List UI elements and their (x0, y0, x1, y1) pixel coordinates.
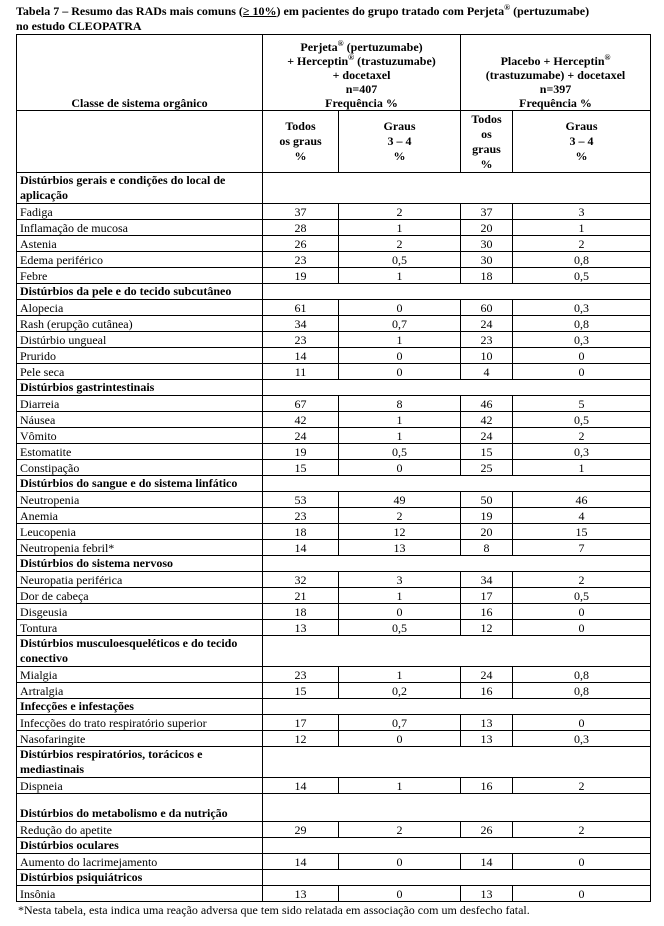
g1-grades-3-4: 0 (339, 604, 461, 620)
category-name: Distúrbios do metabolismo e da nutrição (17, 794, 263, 822)
g2-all-grades: 16 (461, 683, 513, 699)
reaction-name: Leucopenia (17, 524, 263, 540)
g1-grades-3-4: 0 (339, 731, 461, 747)
g2-all-grades: 13 (461, 731, 513, 747)
g1-all-grades: 19 (263, 444, 339, 460)
g1-all-grades: 53 (263, 492, 339, 508)
g1-all-grades: 28 (263, 220, 339, 236)
g2-all-grades: 42 (461, 412, 513, 428)
header-group-perjeta: Perjeta® (pertuzumabe) + Herceptin® (trastuzumabe) + docetaxel n=407 Frequência % (263, 35, 461, 111)
table-row (17, 508, 651, 524)
g1-all-grades: 17 (263, 715, 339, 731)
g2-all-grades: 37 (461, 204, 513, 220)
reaction-name: Alopecia (17, 300, 263, 316)
category-filler (263, 636, 651, 667)
table-footnote: *Nesta tabela, esta indica uma reação adversa que tem sido relatada em associação com um desfecho fatal. (18, 903, 530, 917)
table-row (17, 252, 651, 268)
table-row (17, 460, 651, 476)
category-row (17, 173, 651, 204)
reaction-name: Vômito (17, 428, 263, 444)
category-name: Distúrbios da pele e do tecido subcutâneo (17, 284, 263, 300)
reaction-name: Constipação (17, 460, 263, 476)
table-row (17, 778, 651, 794)
g1-grades-3-4: 0,5 (339, 252, 461, 268)
g1-all-grades: 34 (263, 316, 339, 332)
g2-grades-3-4: 15 (513, 524, 651, 540)
table-row (17, 604, 651, 620)
table-row (17, 236, 651, 252)
g1-grades-3-4: 1 (339, 412, 461, 428)
category-name: Distúrbios musculoesqueléticos e do tecido conectivo (17, 636, 263, 667)
table-row (17, 364, 651, 380)
category-name: Infecções e infestações (17, 699, 263, 715)
g2-grades-3-4: 2 (513, 428, 651, 444)
g2-grades-3-4: 2 (513, 822, 651, 838)
subheader-g1-all: Todos os graus % (263, 111, 339, 173)
category-name: Distúrbios do sistema nervoso (17, 556, 263, 572)
g2-all-grades: 23 (461, 332, 513, 348)
g2-grades-3-4: 0,8 (513, 667, 651, 683)
g1-all-grades: 23 (263, 667, 339, 683)
reaction-name: Febre (17, 268, 263, 284)
g1-all-grades: 18 (263, 604, 339, 620)
g1-all-grades: 18 (263, 524, 339, 540)
g2-grades-3-4: 0,8 (513, 316, 651, 332)
category-filler (263, 794, 651, 822)
category-filler (263, 699, 651, 715)
g1-grades-3-4: 0 (339, 460, 461, 476)
table-row (17, 540, 651, 556)
g1-grades-3-4: 3 (339, 572, 461, 588)
table-row (17, 220, 651, 236)
caption-study: no estudo CLEOPATRA (16, 19, 142, 33)
g1-grades-3-4: 0,7 (339, 715, 461, 731)
g1-all-grades: 13 (263, 620, 339, 636)
reaction-name: Prurido (17, 348, 263, 364)
reaction-name: Tontura (17, 620, 263, 636)
category-filler (263, 284, 651, 300)
g2-grades-3-4: 0,8 (513, 252, 651, 268)
category-row (17, 870, 651, 886)
header-group-placebo: Placebo + Herceptin® (trastuzumabe) + docetaxel n=397 Frequência % (461, 35, 651, 111)
reaction-name: Estomatite (17, 444, 263, 460)
g2-all-grades: 24 (461, 316, 513, 332)
g2-grades-3-4: 7 (513, 540, 651, 556)
g1-grades-3-4: 1 (339, 588, 461, 604)
g2-grades-3-4: 0 (513, 364, 651, 380)
category-name: Distúrbios oculares (17, 838, 263, 854)
g1-all-grades: 42 (263, 412, 339, 428)
category-row (17, 380, 651, 396)
g1-all-grades: 15 (263, 460, 339, 476)
table-row (17, 588, 651, 604)
category-row (17, 747, 651, 778)
g2-grades-3-4: 0,3 (513, 444, 651, 460)
g1-grades-3-4: 2 (339, 236, 461, 252)
g2-all-grades: 12 (461, 620, 513, 636)
g2-all-grades: 19 (461, 508, 513, 524)
g1-grades-3-4: 1 (339, 667, 461, 683)
g2-grades-3-4: 0 (513, 348, 651, 364)
reaction-name: Mialgia (17, 667, 263, 683)
g2-grades-3-4: 0,5 (513, 412, 651, 428)
g1-grades-3-4: 1 (339, 220, 461, 236)
g1-grades-3-4: 2 (339, 822, 461, 838)
reaction-name: Anemia (17, 508, 263, 524)
caption-text: (pertuzumabe) (510, 4, 590, 18)
reaction-name: Diarreia (17, 396, 263, 412)
g1-grades-3-4: 2 (339, 204, 461, 220)
g1-grades-3-4: 1 (339, 778, 461, 794)
g2-grades-3-4: 2 (513, 572, 651, 588)
g1-all-grades: 12 (263, 731, 339, 747)
g2-all-grades: 30 (461, 236, 513, 252)
g1-grades-3-4: 1 (339, 332, 461, 348)
g2-all-grades: 34 (461, 572, 513, 588)
table-row (17, 348, 651, 364)
header-row (17, 35, 651, 111)
reaction-name: Dispneia (17, 778, 263, 794)
g1-all-grades: 29 (263, 822, 339, 838)
adverse-reactions-table (16, 34, 651, 902)
g1-grades-3-4: 0,5 (339, 444, 461, 460)
g1-grades-3-4: 1 (339, 268, 461, 284)
category-filler (263, 747, 651, 778)
category-filler (263, 556, 651, 572)
g2-grades-3-4: 0,5 (513, 588, 651, 604)
g1-all-grades: 14 (263, 778, 339, 794)
category-row (17, 284, 651, 300)
reaction-name: Pele seca (17, 364, 263, 380)
g1-grades-3-4: 49 (339, 492, 461, 508)
g1-all-grades: 11 (263, 364, 339, 380)
category-name: Distúrbios psiquiátricos (17, 870, 263, 886)
table-row (17, 524, 651, 540)
g1-all-grades: 37 (263, 204, 339, 220)
g1-all-grades: 23 (263, 252, 339, 268)
table-row (17, 822, 651, 838)
g1-all-grades: 61 (263, 300, 339, 316)
table-row (17, 492, 651, 508)
reaction-name: Edema periférico (17, 252, 263, 268)
g2-all-grades: 13 (461, 886, 513, 902)
g1-grades-3-4: 12 (339, 524, 461, 540)
g2-grades-3-4: 1 (513, 460, 651, 476)
g2-grades-3-4: 0,3 (513, 300, 651, 316)
table-row (17, 428, 651, 444)
g2-all-grades: 10 (461, 348, 513, 364)
g2-all-grades: 24 (461, 667, 513, 683)
g2-all-grades: 13 (461, 715, 513, 731)
g1-all-grades: 67 (263, 396, 339, 412)
g1-all-grades: 19 (263, 268, 339, 284)
reaction-name: Infecções do trato respiratório superior (17, 715, 263, 731)
g2-all-grades: 16 (461, 604, 513, 620)
g2-all-grades: 15 (461, 444, 513, 460)
category-row (17, 476, 651, 492)
g1-all-grades: 15 (263, 683, 339, 699)
registered-mark: ® (504, 3, 511, 12)
reaction-name: Fadiga (17, 204, 263, 220)
g2-all-grades: 20 (461, 524, 513, 540)
reaction-name: Artralgia (17, 683, 263, 699)
reaction-name: Insônia (17, 886, 263, 902)
g2-grades-3-4: 0 (513, 715, 651, 731)
table-row (17, 572, 651, 588)
subheader-row (17, 111, 651, 173)
g2-all-grades: 46 (461, 396, 513, 412)
caption-text: Tabela 7 – Resumo das RADs mais comuns ( (16, 4, 243, 18)
category-filler (263, 870, 651, 886)
table-row (17, 854, 651, 870)
subheader-g2-34: Graus 3 – 4 % (513, 111, 651, 173)
g2-all-grades: 30 (461, 252, 513, 268)
g1-all-grades: 24 (263, 428, 339, 444)
g2-grades-3-4: 0 (513, 620, 651, 636)
reaction-name: Neuropatia periférica (17, 572, 263, 588)
category-filler (263, 838, 651, 854)
table-row (17, 620, 651, 636)
g1-grades-3-4: 0,5 (339, 620, 461, 636)
table-row (17, 268, 651, 284)
subheader-g1-34: Graus 3 – 4 % (339, 111, 461, 173)
table-row (17, 886, 651, 902)
g2-all-grades: 16 (461, 778, 513, 794)
category-row (17, 794, 651, 822)
g1-grades-3-4: 0 (339, 348, 461, 364)
category-filler (263, 380, 651, 396)
category-name: Distúrbios do sangue e do sistema linfático (17, 476, 263, 492)
reaction-name: Astenia (17, 236, 263, 252)
g2-grades-3-4: 0,5 (513, 268, 651, 284)
table-row (17, 204, 651, 220)
subheader-empty (17, 111, 263, 173)
g2-all-grades: 17 (461, 588, 513, 604)
g1-all-grades: 26 (263, 236, 339, 252)
table-row (17, 316, 651, 332)
g1-all-grades: 21 (263, 588, 339, 604)
header-class: Classe de sistema orgânico (17, 35, 263, 111)
category-name: Distúrbios gerais e condições do local de aplicação (17, 173, 263, 204)
category-filler (263, 173, 651, 204)
table-row (17, 715, 651, 731)
category-name: Distúrbios respiratórios, torácicos e mediastinais (17, 747, 263, 778)
g2-grades-3-4: 0 (513, 854, 651, 870)
category-filler (263, 476, 651, 492)
g2-all-grades: 4 (461, 364, 513, 380)
g1-all-grades: 13 (263, 886, 339, 902)
g1-all-grades: 32 (263, 572, 339, 588)
g1-grades-3-4: 0 (339, 854, 461, 870)
g2-all-grades: 14 (461, 854, 513, 870)
table-row (17, 667, 651, 683)
category-name: Distúrbios gastrintestinais (17, 380, 263, 396)
g2-all-grades: 60 (461, 300, 513, 316)
g1-grades-3-4: 0 (339, 300, 461, 316)
reaction-name: Aumento do lacrimejamento (17, 854, 263, 870)
g2-grades-3-4: 4 (513, 508, 651, 524)
g1-all-grades: 14 (263, 348, 339, 364)
reaction-name: Inflamação de mucosa (17, 220, 263, 236)
g2-all-grades: 18 (461, 268, 513, 284)
g1-all-grades: 23 (263, 508, 339, 524)
table-row (17, 396, 651, 412)
g2-grades-3-4: 46 (513, 492, 651, 508)
g2-grades-3-4: 3 (513, 204, 651, 220)
g2-grades-3-4: 0 (513, 604, 651, 620)
table-row (17, 412, 651, 428)
g2-all-grades: 50 (461, 492, 513, 508)
table-row (17, 444, 651, 460)
table-row (17, 300, 651, 316)
reaction-name: Neutropenia (17, 492, 263, 508)
reaction-name: Neutropenia febril* (17, 540, 263, 556)
g1-all-grades: 23 (263, 332, 339, 348)
category-row (17, 838, 651, 854)
g2-grades-3-4: 0,3 (513, 731, 651, 747)
g1-grades-3-4: 0 (339, 364, 461, 380)
reaction-name: Rash (erupção cutânea) (17, 316, 263, 332)
g2-grades-3-4: 5 (513, 396, 651, 412)
category-row (17, 699, 651, 715)
g1-grades-3-4: 1 (339, 428, 461, 444)
g2-all-grades: 26 (461, 822, 513, 838)
reaction-name: Dor de cabeça (17, 588, 263, 604)
g2-all-grades: 24 (461, 428, 513, 444)
g1-grades-3-4: 0,2 (339, 683, 461, 699)
reaction-name: Disgeusia (17, 604, 263, 620)
g1-grades-3-4: 0 (339, 886, 461, 902)
table-row (17, 683, 651, 699)
table-caption (16, 4, 656, 34)
g1-all-grades: 14 (263, 540, 339, 556)
g1-grades-3-4: 8 (339, 396, 461, 412)
category-row (17, 556, 651, 572)
reaction-name: Distúrbio ungueal (17, 332, 263, 348)
category-row (17, 636, 651, 667)
g2-all-grades: 25 (461, 460, 513, 476)
g2-grades-3-4: 2 (513, 236, 651, 252)
subheader-g2-all: Todos os graus % (461, 111, 513, 173)
caption-threshold: ≥ 10% (242, 4, 277, 18)
g2-grades-3-4: 0 (513, 886, 651, 902)
g2-all-grades: 20 (461, 220, 513, 236)
g1-grades-3-4: 2 (339, 508, 461, 524)
reaction-name: Redução do apetite (17, 822, 263, 838)
g2-grades-3-4: 0,8 (513, 683, 651, 699)
table-row (17, 332, 651, 348)
reaction-name: Nasofaringite (17, 731, 263, 747)
g1-all-grades: 14 (263, 854, 339, 870)
g1-grades-3-4: 0,7 (339, 316, 461, 332)
caption-text: ) em pacientes do grupo tratado com Perjeta (276, 4, 505, 18)
g1-grades-3-4: 13 (339, 540, 461, 556)
g2-all-grades: 8 (461, 540, 513, 556)
g2-grades-3-4: 0,3 (513, 332, 651, 348)
g2-grades-3-4: 2 (513, 778, 651, 794)
reaction-name: Náusea (17, 412, 263, 428)
table-row (17, 731, 651, 747)
g2-grades-3-4: 1 (513, 220, 651, 236)
